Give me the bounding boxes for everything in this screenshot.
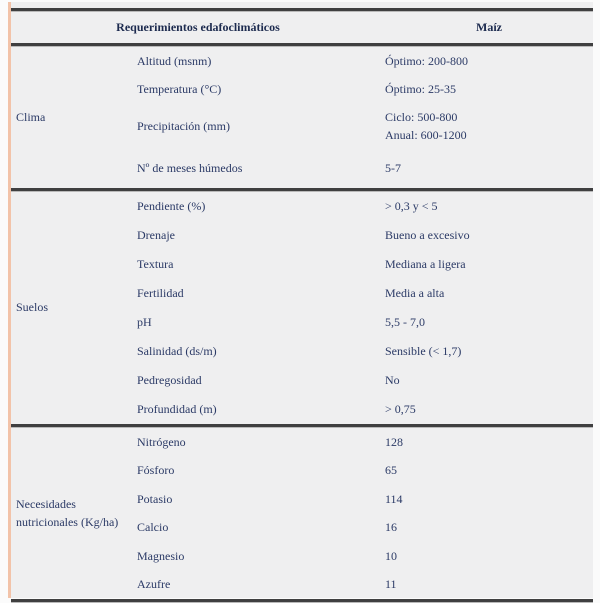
- parameter-value: 5,5 - 7,0: [385, 315, 425, 329]
- table-row: [137, 571, 593, 600]
- parameter-value: Sensible (< 1,7): [385, 344, 462, 358]
- section-label-suelos: Suelos: [16, 300, 49, 315]
- table-row: [137, 279, 593, 308]
- parameter-label: Fertilidad: [137, 286, 184, 300]
- table-row: [137, 457, 593, 486]
- parameter-value: Óptimo: 25-35: [385, 81, 456, 96]
- agro-requirements-table: [8, 2, 593, 598]
- parameter-label: Azufre: [137, 577, 171, 592]
- table-row: [137, 366, 593, 395]
- parameter-label: Temperatura (°C): [137, 81, 222, 96]
- table-row: [137, 221, 593, 250]
- value-line-anual: Anual: 600-1200: [385, 127, 467, 142]
- parameter-label: Nitrógeno: [137, 434, 186, 449]
- value-line-ciclo: Ciclo: 500-800: [385, 109, 458, 124]
- parameter-value: Media a alta: [385, 286, 445, 300]
- parameter-value: 5-7: [385, 161, 401, 175]
- parameter-value: 11: [385, 577, 397, 592]
- table-row: [137, 428, 593, 457]
- section-necesidades-nutricionales: [11, 428, 593, 599]
- section-label-clima: Clima: [16, 109, 46, 124]
- table-header-row: [11, 12, 593, 43]
- parameter-value: Óptimo: 200-800: [385, 53, 468, 68]
- table-row: [137, 337, 593, 366]
- table-row: [137, 542, 593, 571]
- parameter-label: Altitud (msnm): [137, 53, 212, 68]
- parameter-value: 114: [385, 491, 403, 506]
- parameter-value: 16: [385, 520, 397, 535]
- parameter-value: 65: [385, 463, 397, 478]
- table-row: [137, 192, 593, 221]
- parameter-value: > 0,75: [385, 402, 416, 416]
- section-label-necesidades: Necesidades nutricionales (Kg/ha): [16, 497, 119, 529]
- parameter-value: 10: [385, 548, 397, 563]
- parameter-value: Mediana a ligera: [385, 257, 466, 271]
- parameter-label: Magnesio: [137, 548, 185, 563]
- table-row: [137, 250, 593, 279]
- parameter-value: No: [385, 373, 400, 387]
- table-row: [137, 308, 593, 337]
- table-row: [137, 103, 593, 149]
- parameter-label: Precipitación (mm): [137, 118, 230, 133]
- parameter-label: Textura: [137, 257, 174, 271]
- parameter-label: Nº de meses húmedos: [137, 161, 243, 175]
- parameter-value: Bueno a excesivo: [385, 228, 470, 242]
- parameter-value: > 0,3 y < 5: [385, 199, 438, 213]
- table-bottom-rule: [11, 599, 593, 603]
- parameter-value: 128: [385, 434, 403, 449]
- parameter-label: Pedregosidad: [137, 373, 202, 387]
- table-row: [137, 75, 593, 103]
- table-row: [137, 485, 593, 514]
- parameter-label: Salinidad (ds/m): [137, 344, 217, 358]
- parameter-label: Profundidad (m): [137, 402, 217, 416]
- header-requirements: Requerimientos edafoclimáticos: [116, 20, 280, 34]
- section-clima: [11, 47, 593, 188]
- parameter-label: Fósforo: [137, 463, 175, 478]
- parameter-label: Pendiente (%): [137, 199, 206, 213]
- section-suelos: [11, 192, 593, 424]
- parameter-label: Potasio: [137, 491, 173, 506]
- table-row: [137, 395, 593, 424]
- parameter-label: pH: [137, 315, 152, 329]
- parameter-label: Drenaje: [137, 228, 175, 242]
- table-row: [137, 149, 593, 188]
- parameter-label: Calcio: [137, 520, 169, 535]
- table-row: [137, 47, 593, 75]
- table-row: [137, 514, 593, 543]
- header-crop: Maíz: [476, 20, 502, 34]
- parameter-value: [385, 103, 593, 149]
